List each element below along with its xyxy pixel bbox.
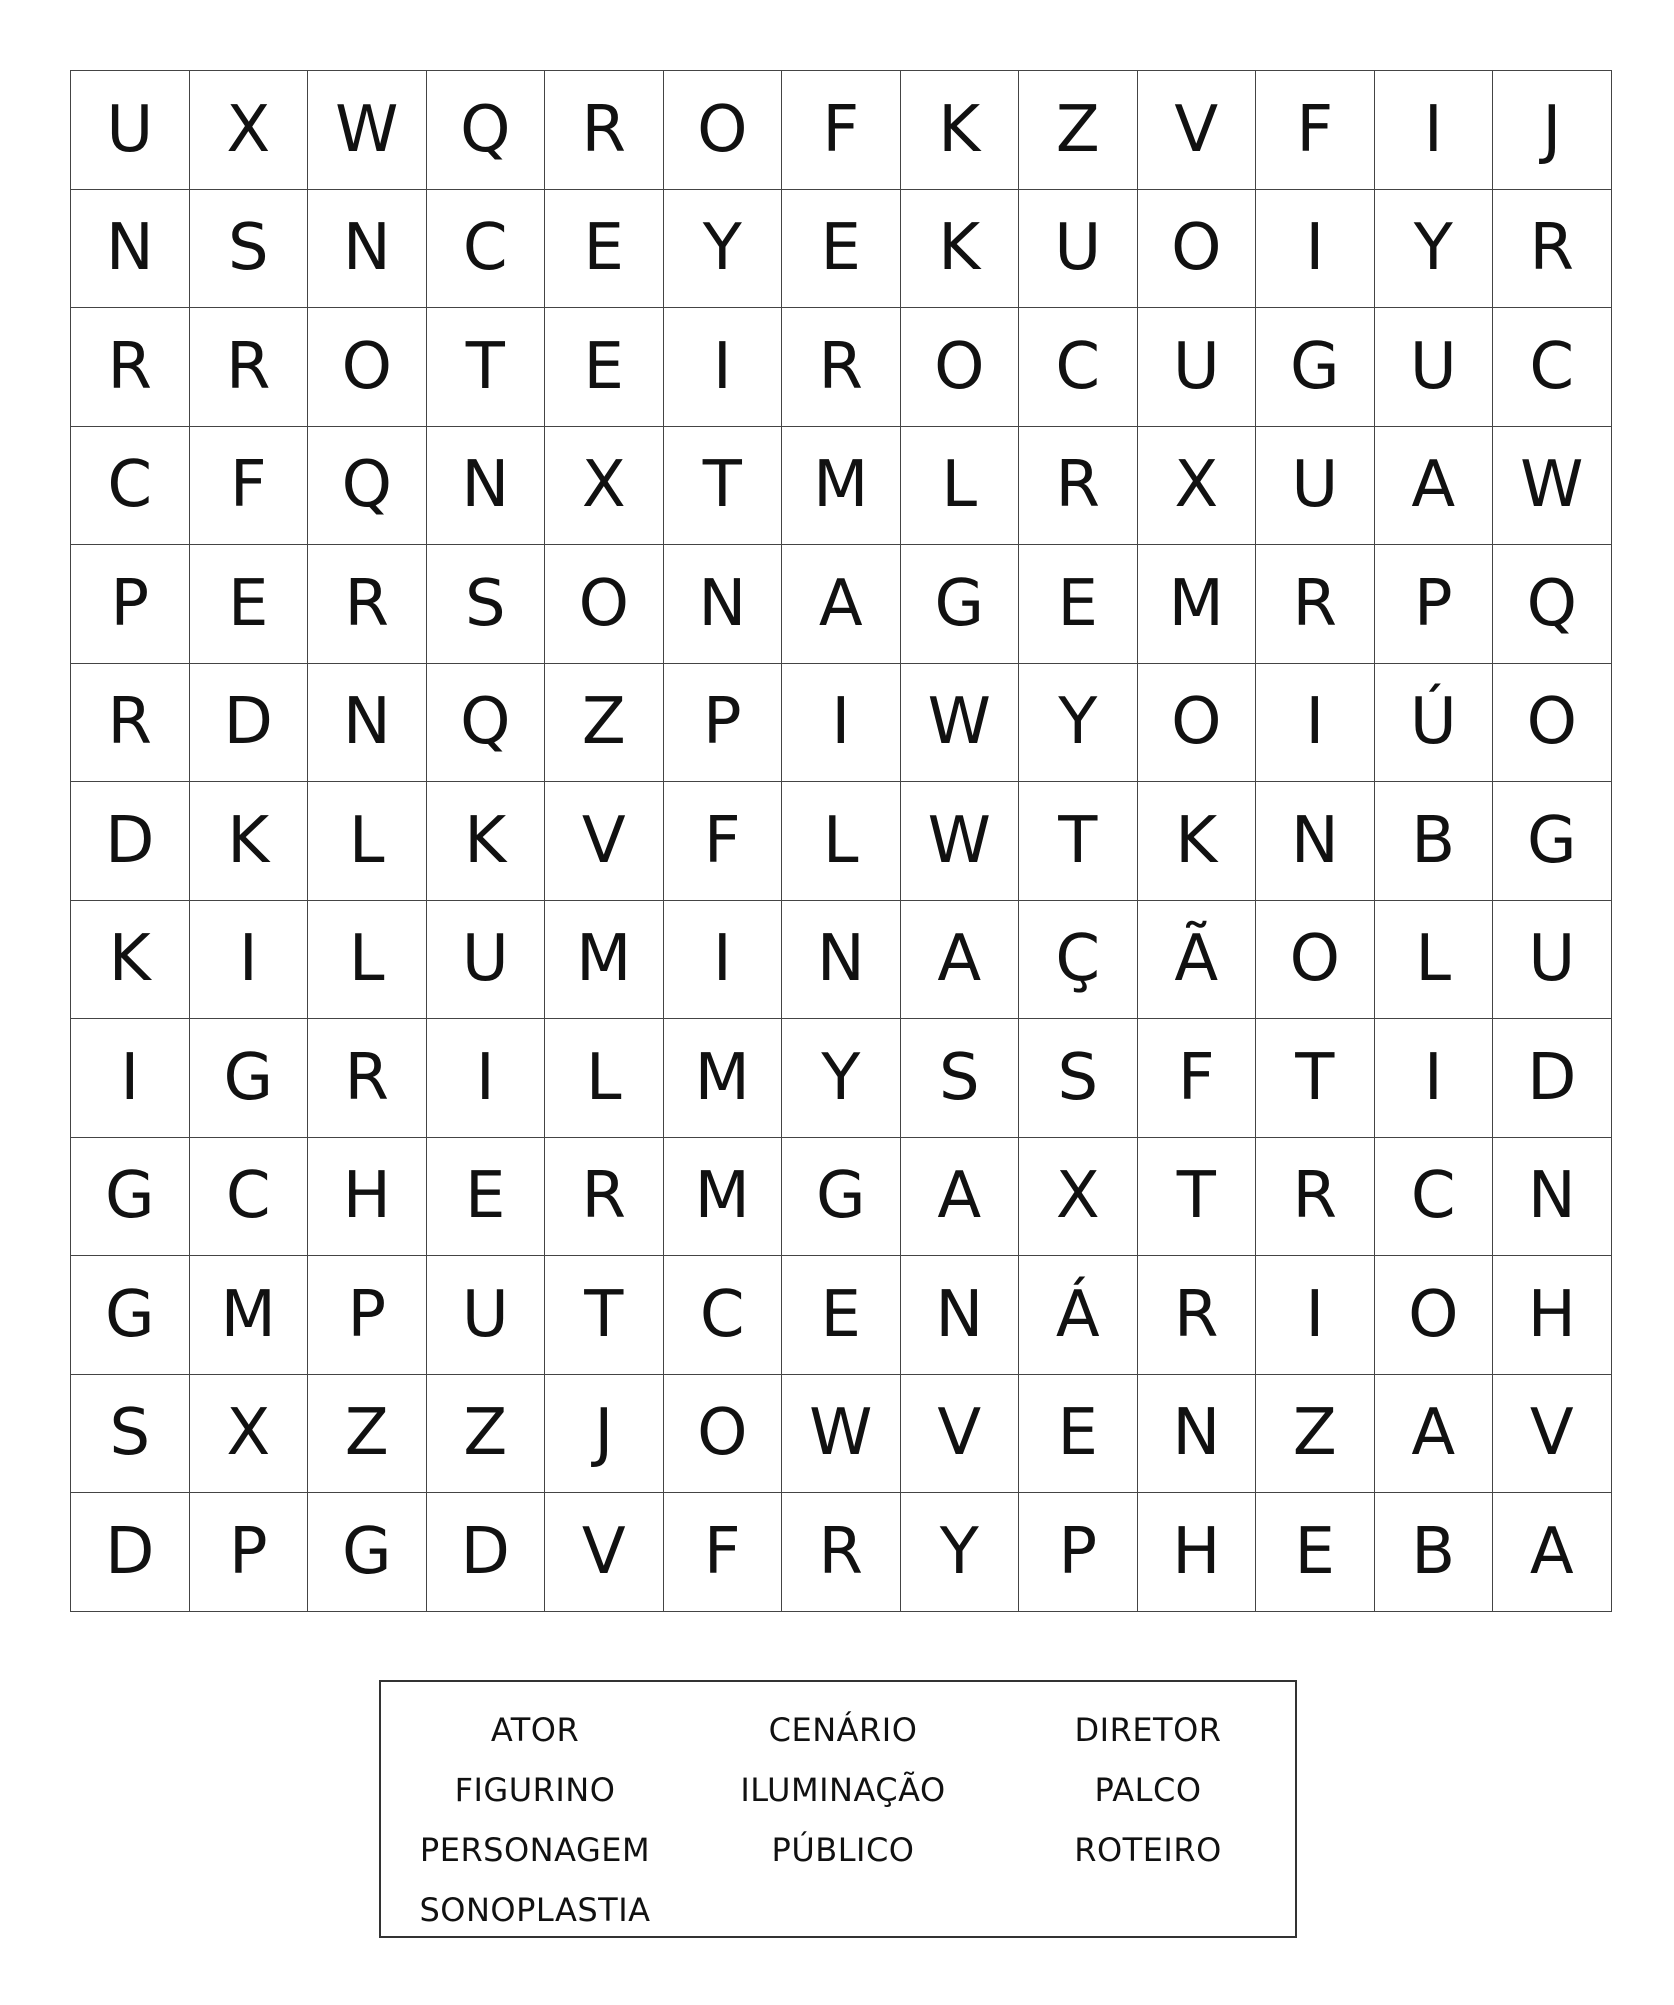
grid-cell[interactable]: Ã [1138, 901, 1257, 1020]
grid-cell[interactable]: L [308, 782, 427, 901]
grid-cell[interactable]: T [1256, 1019, 1375, 1138]
grid-cell[interactable]: E [1019, 1375, 1138, 1494]
grid-cell[interactable]: K [71, 901, 190, 1020]
grid-cell[interactable]: J [545, 1375, 664, 1494]
grid-cell[interactable]: Q [427, 664, 546, 783]
grid-cell[interactable]: Y [1019, 664, 1138, 783]
grid-cell[interactable]: N [1256, 782, 1375, 901]
grid-cell[interactable]: J [1493, 71, 1612, 190]
grid-cell[interactable]: D [1493, 1019, 1612, 1138]
grid-cell[interactable]: I [190, 901, 309, 1020]
grid-cell[interactable]: L [782, 782, 901, 901]
grid-cell[interactable]: F [190, 427, 309, 546]
word-item: CENÁRIO [768, 1711, 918, 1749]
grid-cell[interactable]: I [1375, 1019, 1494, 1138]
grid-cell[interactable]: C [427, 190, 546, 309]
grid-cell[interactable]: Ç [1019, 901, 1138, 1020]
grid-cell[interactable]: N [71, 190, 190, 309]
grid-cell[interactable]: M [664, 1019, 783, 1138]
grid-cell[interactable]: Z [308, 1375, 427, 1494]
grid-cell[interactable]: V [1493, 1375, 1612, 1494]
grid-cell[interactable]: L [545, 1019, 664, 1138]
grid-cell[interactable]: Z [427, 1375, 546, 1494]
grid-cell[interactable]: P [308, 1256, 427, 1375]
word-item: DIRETOR [1074, 1711, 1222, 1749]
grid-cell[interactable]: O [1493, 664, 1612, 783]
grid-cell[interactable]: C [1019, 308, 1138, 427]
grid-cell[interactable]: I [71, 1019, 190, 1138]
grid-cell[interactable]: N [1493, 1138, 1612, 1257]
grid-cell[interactable]: D [190, 664, 309, 783]
grid-cell[interactable]: P [664, 664, 783, 783]
grid-cell[interactable]: M [545, 901, 664, 1020]
grid-cell[interactable]: I [664, 308, 783, 427]
grid-cell[interactable]: X [545, 427, 664, 546]
grid-cell[interactable]: E [1256, 1493, 1375, 1612]
grid-cell[interactable]: X [190, 1375, 309, 1494]
grid-cell[interactable]: N [901, 1256, 1020, 1375]
grid-cell[interactable]: O [1375, 1256, 1494, 1375]
grid-cell[interactable]: O [1138, 664, 1257, 783]
grid-cell[interactable]: N [1138, 1375, 1257, 1494]
grid-cell[interactable]: C [664, 1256, 783, 1375]
grid-cell[interactable]: M [782, 427, 901, 546]
grid-cell[interactable]: C [1493, 308, 1612, 427]
grid-cell[interactable]: Z [1019, 71, 1138, 190]
grid-cell[interactable]: U [1138, 308, 1257, 427]
grid-cell[interactable]: R [71, 308, 190, 427]
grid-cell[interactable]: U [427, 901, 546, 1020]
grid-cell[interactable]: Q [1493, 545, 1612, 664]
grid-cell[interactable]: E [545, 308, 664, 427]
grid-cell[interactable]: R [71, 664, 190, 783]
grid-cell[interactable]: O [901, 308, 1020, 427]
grid-cell[interactable]: E [545, 190, 664, 309]
grid-cell[interactable]: Y [1375, 190, 1494, 309]
grid-cell[interactable]: P [1375, 545, 1494, 664]
grid-cell[interactable]: T [1019, 782, 1138, 901]
grid-cell[interactable]: N [308, 190, 427, 309]
grid-cell[interactable]: E [427, 1138, 546, 1257]
grid-cell[interactable]: S [901, 1019, 1020, 1138]
grid-cell[interactable]: O [1256, 901, 1375, 1020]
grid-cell[interactable]: I [664, 901, 783, 1020]
grid-cell[interactable]: T [664, 427, 783, 546]
grid-cell[interactable]: A [901, 901, 1020, 1020]
word-list-box [379, 1680, 1297, 1938]
grid-cell[interactable]: I [427, 1019, 546, 1138]
grid-cell[interactable]: V [545, 782, 664, 901]
grid-cell[interactable]: S [190, 190, 309, 309]
grid-cell[interactable]: G [71, 1256, 190, 1375]
grid-cell[interactable]: L [901, 427, 1020, 546]
word-item: PÚBLICO [771, 1831, 915, 1869]
grid-cell[interactable]: B [1375, 782, 1494, 901]
grid-cell[interactable]: V [901, 1375, 1020, 1494]
word-item: PALCO [1094, 1771, 1202, 1809]
grid-cell[interactable]: A [782, 545, 901, 664]
word-list [381, 1700, 1295, 1940]
grid-cell[interactable]: R [1256, 545, 1375, 664]
grid-cell[interactable]: D [71, 1493, 190, 1612]
grid-cell[interactable]: T [545, 1256, 664, 1375]
grid-cell[interactable]: H [1493, 1256, 1612, 1375]
grid-cell[interactable]: L [1375, 901, 1494, 1020]
grid-cell[interactable]: H [1138, 1493, 1257, 1612]
grid-cell[interactable]: M [190, 1256, 309, 1375]
grid-cell[interactable]: I [1256, 1256, 1375, 1375]
grid-cell[interactable]: W [308, 71, 427, 190]
grid-cell[interactable]: C [190, 1138, 309, 1257]
grid-cell[interactable]: W [901, 782, 1020, 901]
grid-cell[interactable]: E [782, 1256, 901, 1375]
grid-cell[interactable]: K [901, 71, 1020, 190]
grid-cell[interactable]: G [901, 545, 1020, 664]
grid-cell[interactable]: M [664, 1138, 783, 1257]
grid-cell[interactable]: E [1019, 545, 1138, 664]
grid-cell[interactable]: G [1256, 308, 1375, 427]
grid-cell[interactable]: N [664, 545, 783, 664]
grid-cell[interactable]: A [1493, 1493, 1612, 1612]
grid-cell[interactable]: Z [1256, 1375, 1375, 1494]
grid-cell[interactable]: K [901, 190, 1020, 309]
word-item: PERSONAGEM [419, 1831, 651, 1869]
word-item: ILUMINAÇÃO [740, 1771, 946, 1809]
grid-cell[interactable]: R [545, 71, 664, 190]
grid-cell[interactable]: Q [308, 427, 427, 546]
grid-cell[interactable]: I [1256, 190, 1375, 309]
grid-cell[interactable]: G [308, 1493, 427, 1612]
grid-cell[interactable]: I [1256, 664, 1375, 783]
grid-cell[interactable]: E [782, 190, 901, 309]
grid-cell[interactable]: P [71, 545, 190, 664]
grid-cell[interactable]: N [782, 901, 901, 1020]
grid-cell[interactable]: U [427, 1256, 546, 1375]
grid-cell[interactable]: U [1019, 190, 1138, 309]
grid-cell[interactable]: O [308, 308, 427, 427]
grid-cell[interactable]: S [71, 1375, 190, 1494]
grid-cell[interactable]: W [782, 1375, 901, 1494]
grid-cell[interactable]: C [71, 427, 190, 546]
grid-cell[interactable]: D [427, 1493, 546, 1612]
grid-cell[interactable]: Ú [1375, 664, 1494, 783]
grid-cell[interactable]: R [308, 1019, 427, 1138]
grid-cell[interactable]: Á [1019, 1256, 1138, 1375]
grid-cell[interactable]: T [427, 308, 546, 427]
grid-cell[interactable]: Y [782, 1019, 901, 1138]
word-item: ROTEIRO [1074, 1831, 1222, 1869]
grid-cell[interactable]: M [1138, 545, 1257, 664]
grid-cell[interactable]: R [190, 308, 309, 427]
grid-cell[interactable]: U [1375, 308, 1494, 427]
grid-cell[interactable]: F [1138, 1019, 1257, 1138]
grid-cell[interactable]: R [545, 1138, 664, 1257]
grid-cell[interactable]: P [190, 1493, 309, 1612]
grid-cell[interactable]: F [664, 782, 783, 901]
grid-cell[interactable]: N [308, 664, 427, 783]
grid-cell[interactable]: K [427, 782, 546, 901]
word-item: ATOR [490, 1711, 580, 1749]
grid-cell[interactable]: F [664, 1493, 783, 1612]
grid-cell[interactable]: W [901, 664, 1020, 783]
grid-cell[interactable]: U [71, 71, 190, 190]
grid-cell[interactable]: I [1375, 71, 1494, 190]
grid-cell[interactable]: N [427, 427, 546, 546]
grid-cell[interactable]: X [1019, 1138, 1138, 1257]
word-search-grid [70, 70, 1612, 1612]
grid-cell[interactable]: W [1493, 427, 1612, 546]
grid-cell[interactable]: K [190, 782, 309, 901]
grid-cell[interactable]: R [782, 1493, 901, 1612]
grid-cell[interactable]: X [190, 71, 309, 190]
grid-cell[interactable]: B [1375, 1493, 1494, 1612]
grid-cell[interactable]: L [308, 901, 427, 1020]
grid-cell[interactable]: E [190, 545, 309, 664]
grid-cell[interactable]: Q [427, 71, 546, 190]
word-item: FIGURINO [454, 1771, 616, 1809]
grid-cell[interactable]: F [782, 71, 901, 190]
grid-cell[interactable]: F [1256, 71, 1375, 190]
grid-cell[interactable]: V [1138, 71, 1257, 190]
grid-cell[interactable]: Y [901, 1493, 1020, 1612]
grid-cell[interactable]: S [1019, 1019, 1138, 1138]
grid-cell[interactable]: Z [545, 664, 664, 783]
grid-cell[interactable]: R [1493, 190, 1612, 309]
grid-cell[interactable]: R [782, 308, 901, 427]
grid-cell[interactable]: S [427, 545, 546, 664]
grid-cell[interactable]: K [1138, 782, 1257, 901]
grid-cell[interactable]: O [664, 71, 783, 190]
grid-cell[interactable]: Y [664, 190, 783, 309]
grid-cell[interactable]: A [1375, 427, 1494, 546]
word-item: SONOPLASTIA [419, 1891, 651, 1929]
grid-cell[interactable]: V [545, 1493, 664, 1612]
grid-cell[interactable]: R [1138, 1256, 1257, 1375]
grid-cell[interactable]: O [545, 545, 664, 664]
grid-cell[interactable]: C [1375, 1138, 1494, 1257]
grid-cell[interactable]: X [1138, 427, 1257, 546]
grid-cell[interactable]: U [1493, 901, 1612, 1020]
grid-cell[interactable]: D [71, 782, 190, 901]
grid-cell[interactable]: H [308, 1138, 427, 1257]
grid-cell[interactable]: O [664, 1375, 783, 1494]
grid-cell[interactable]: T [1138, 1138, 1257, 1257]
grid-cell[interactable]: G [190, 1019, 309, 1138]
grid-cell[interactable]: P [1019, 1493, 1138, 1612]
grid-cell[interactable]: R [1256, 1138, 1375, 1257]
grid-cell[interactable]: G [1493, 782, 1612, 901]
grid-cell[interactable]: R [1019, 427, 1138, 546]
grid-cell[interactable]: A [901, 1138, 1020, 1257]
grid-cell[interactable]: G [782, 1138, 901, 1257]
grid-cell[interactable]: R [308, 545, 427, 664]
grid-cell[interactable]: O [1138, 190, 1257, 309]
grid-cell[interactable]: U [1256, 427, 1375, 546]
grid-cell[interactable]: G [71, 1138, 190, 1257]
grid-cell[interactable]: A [1375, 1375, 1494, 1494]
grid-cell[interactable]: I [782, 664, 901, 783]
